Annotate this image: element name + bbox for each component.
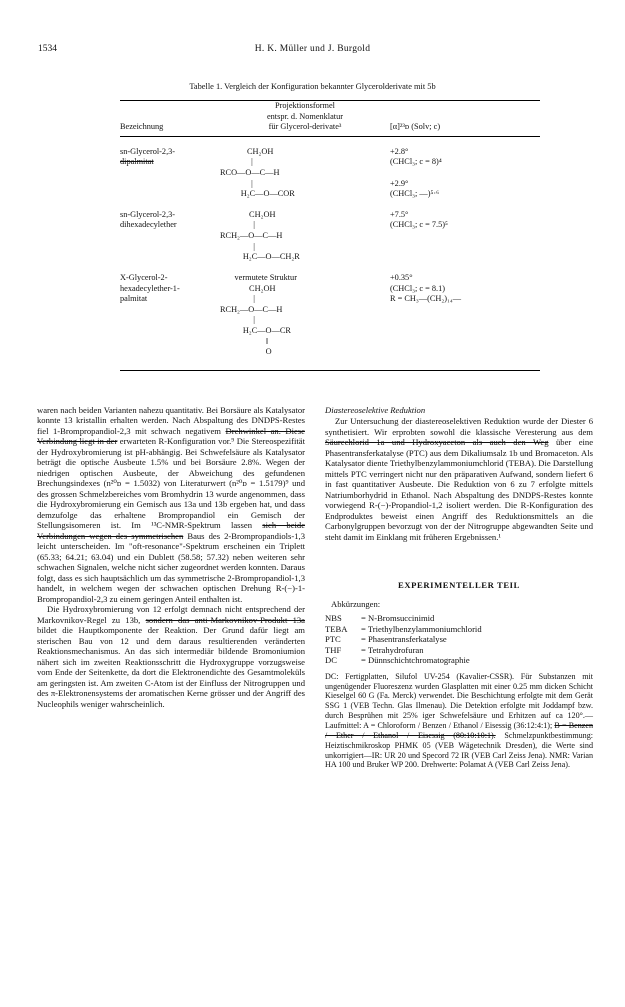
list-item: THF = Tetrahydrofuran (325, 644, 424, 655)
table-row (120, 263, 540, 370)
struck-text: B = Benzen / Ether / Ethanol / Eisessig (80:10:10:1). (325, 720, 593, 740)
abbreviations-title: Abkürzungen: (331, 598, 381, 609)
structure-formula: vermutete Struktur CH₂OH | RCH₂—O—C—H | H₂C—O—CR ‖ O (220, 272, 297, 357)
struck-text: sich beide Verbindungen wegen des symmetrischen (37, 520, 306, 541)
paragraph: waren nach beiden Varianten nahezu quantitativ. Bei Borsäure als Katalysator konnte 13 kristallin erhalten werden. Nach Abspaltung des DNDPS-Restes fiel 1-Brompropandiol-2,3 mit schwach negativem Drehwinkel an. Diese Verbindung liegt in der erwarteten R-Konfiguration vor.⁹ Die Stereospezifität der Hydroxybromierung ist pH-abhängig. Bei Schwefelsäure als Katalysator beträgt die optische Ausbeute 1.5% und bei Borsäure 2.8%. Wegen der niedrigen optischen Ausbeute, der Abweichung des gefundenen Brechungsindexes (n²⁰ᴅ = 1.5032) von Literaturwert (n²⁰ᴅ = 1.5179)⁹ und des grossen Schmelzbereiches vom Bromhydrin 13 wurde angenommen, dass die Hydroxybromierung ein Gemisch aus 13a und 13b ergeben hat, und dass demzufolge das erhaltene Brompropandiol ein Gemisch der Stellungsisomeren ist. Im ¹³C-NMR-Spektrum lassen sich beide Verbindungen wegen des symmetrischen Baus des 2-Brompropandiols-1,3 leicht unterscheiden. Im "oft-resonance"-Spektrum erscheinen ein Triplett (65.33; 64.21; 63.04) und ein Dublett (58.58; 57.32) neben weiteren sehr schwachen Signalen, welche nicht sicher zugeordnet werden konnten. Daraus folgt, dass es sich hauptsächlich um das symmetrische 2-Brompropandiol-1,3 handelt, in welchem wegen der schwachen optischen Drehung R-(−)-1-Brompropandiol-2,3 zu einem geringen Anteil enthalten ist. (37, 405, 306, 604)
table-header-row (120, 101, 540, 137)
structure-formula: CH₂OH | RCH₂—O—C—H | H₂C—O—CH₂R (220, 209, 300, 262)
section-heading: EXPERIMENTELLER TEIL (398, 580, 520, 591)
subsection-heading: Diastereoselektive Reduktion (325, 405, 426, 415)
list-item: TEBA = Triethylbenzylammoniumchlorid (325, 623, 482, 634)
page-number: 1534 (38, 44, 57, 54)
list-item: DC = Dünnschichtchromatographie (325, 655, 470, 666)
table-row (120, 200, 540, 263)
configuration-table (120, 100, 540, 371)
compound-name: X-Glycerol-2- hexadecylether-1- palmitat (120, 272, 180, 304)
struck-text: Säurechlorid 1a und Hydroxyaceton als auch den Weg (325, 437, 549, 448)
paragraph: Die Hydroxybromierung von 12 erfolgt demnach nicht entsprechend der Markovnikov-Regel zu 13b, sondern das anti-Markovnikov-Produkt 13a bildet die Hauptkomponente der Reaktion. Der Grund dafür liegt am sterischen Bau von 12 und dem daraus resultierenden veränderten Reaktionsmechanismus. An das sich intermediär bildende Bromoniumion nähert sich im zweiten Reaktionsschritt die Hydroxygruppe vorzugsweise vom Ende der Seitenkette, da dort die Elektronendichte des Gesamtmoleküls am geringsten ist. Am zweiten C-Atom ist der Einfluss der Nitrogruppen und des π-Elektronensystems der aromatischen Kerne grösser und der Angriff des Nucleophils weniger wahrscheinlich. (37, 604, 305, 709)
compound-name: sn-Glycerol-2,3- dihexadecylether (120, 209, 177, 230)
paragraph: Zur Untersuchung der diastereoselektiven Reduktion wurde der Diester 6 synthetisiert. Wir erprobten sowohl die klassische Veresterung aus dem Säurechlorid 1a und Hydroxyaceton als auch den Weg über eine Phasentransferkatalyse (PTC) aus dem Dikaliumsalz 1b und Bromaceton. Als Katalysator diente Triethylbenzylammoniumchlorid (TEBA). Die Darstellung mittels PTC verringert nicht nur den präparativen Aufwand, sondern liefert 6 in fast quantitativer Ausbeute. Die Reduktion von 6 zu 7 erfolgte mittels Natriumborhydrid in Ethanol. Nach Abspaltung des DNDPS-Restes konnte vorwiegend R-(−)-Propandiol-1,2 isoliert werden. Die R-Konfiguration des Endproduktes beweist einen Angriff des Reduktionsmittels an die Carbonylgruppen bevorzugt von der der Nitrogruppe abgewandten Seite und steht damit im Einklang mit früheren Ergebnissen.¹ (325, 416, 594, 542)
list-item: NBS = N-Bromsuccinimid (325, 613, 435, 624)
structure-formula: CH₂OH | RCO—O—C—H | H₂C—O—COR (220, 146, 295, 199)
header-rotation: [α]²³ᴅ (Solv; c) (390, 122, 441, 132)
table-row (120, 136, 540, 200)
experimental-paragraph: DC: Fertigplatten, Silufol UV-254 (Kavalier-CSSR). Für Substanzen mit ungenügender Fluoreszenz wurden Glasplatten mit einer 0.25 mm dicken Schicht Kieselgel 60 G (Fa. Merck) verwendet. Die Beschichtung erfolgte mit dem Gerät SSG 1 (VEB Techn. Glas Ilmenau). Die Detektion erfolgte mit Joddampf bzw. durch Besprühen mit 25% iger Schwefelsäure und Erhitzen auf ca 120°.—Laufmittel: A = Chloroform / Benzen / Ethanol / Eisessig (36:12:4:1); B = Benzen / Ether / Ethanol / Eisessig (80:10:10:1). Schmelzpunktbestimmung: Heiztischmikroskop PHMK 05 (VEB Wägetechnik Dresden), die Werte sind unkorrigiert—IR: UR 20 und Specord 72 IR (VEB Carl Zeiss Jena). NMR: Varian HA 100 und Bruker WP 200. Drehwerte: Polamat A (VEB Carl Zeiss Jena). (325, 671, 593, 770)
struck-text: sondern das anti-Markovnikov-Produkt 13a (145, 614, 305, 625)
rotation-value: +2.8° (CHCl₃; c = 8)⁴ +2.9° (CHCl₃; —)⁵·⁶ (390, 146, 442, 199)
table-caption: Tabelle 1. Vergleich der Konfiguration bekannter Glycerolderivate mit 5b (189, 82, 436, 91)
header-bezeichnung: Bezeichnung (120, 122, 164, 132)
header-projektionsformel: Projektionsformel entspr. d. Nomenklatur für Glycerol-derivate³ (266, 101, 344, 132)
struck-text: Drehwinkel an. Diese Verbindung liegt in der (37, 425, 305, 447)
running-authors: H. K. Müller und J. Burgold (254, 44, 371, 54)
right-text-column (325, 405, 593, 770)
rotation-value: +7.5° (CHCl₃; c = 7.5)⁵ (390, 209, 448, 230)
left-text-column (37, 405, 305, 709)
running-header (38, 44, 587, 58)
compound-name: sn-Glycerol-2,3- dipalmitat (120, 146, 176, 167)
list-item: PTC = Phasentransferkatalyse (325, 634, 447, 645)
rotation-value: +0.35° (CHCl₃; c = 8.1) R = CH₃—(CH₂)₁₄— (390, 272, 462, 304)
abbreviations-list (325, 613, 593, 665)
